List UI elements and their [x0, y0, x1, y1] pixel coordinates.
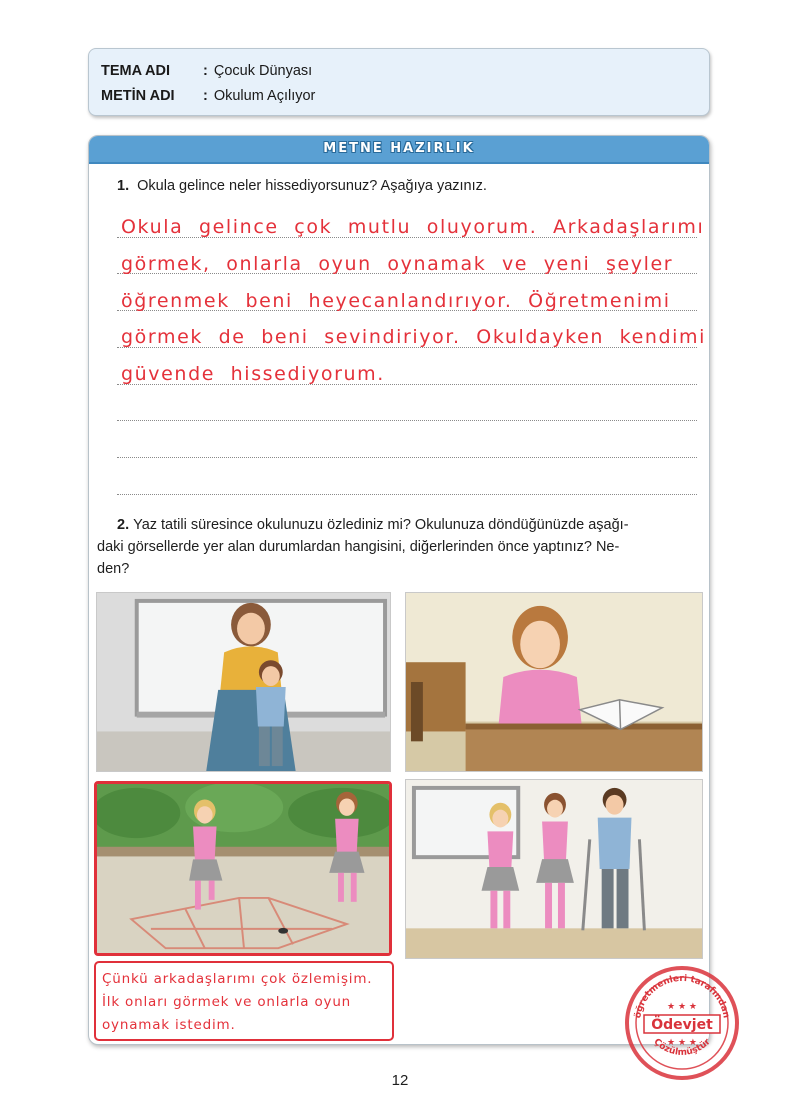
girl-reading-illustration [406, 593, 702, 771]
exercise-panel [88, 135, 710, 1045]
answer-2-line-2: İlk onları görmek ve onlarla oyun [102, 994, 352, 1010]
question-2 [117, 515, 707, 535]
question-1-text: Okula gelince neler hissediyorsunuz? Aşağıya yazınız. [137, 178, 487, 194]
answer-1-line-4: görmek de beni sevindiriyor. Okuldayken kendimi [121, 326, 707, 348]
stamp-bottom-text: Çözülmüştür [651, 1037, 713, 1058]
theme-label: TEMA ADI [101, 62, 171, 79]
question-1-number: 1. [117, 178, 130, 194]
teacher-hug-illustration [97, 593, 390, 771]
question-2-text-line-1: Yaz tatili süresince okulunuzu özlediniz mi? Okulunuza döndüğünüzde aşağı- [133, 517, 629, 533]
picture-friends-meeting[interactable] [405, 779, 703, 959]
answer-2-box[interactable] [94, 961, 394, 1041]
theme-value: Çocuk Dünyası [213, 62, 313, 79]
panel-header [89, 136, 709, 164]
text-label: METİN ADI [101, 87, 175, 104]
page-number: 12 [391, 1072, 409, 1089]
answer-1-line-5: güvende hissediyorum. [121, 363, 385, 385]
answer-2-line-3: oynamak istedim. [102, 1017, 236, 1033]
question-2-line-3: den? [97, 561, 130, 577]
panel-title: METNE HAZIRLIK [323, 141, 475, 156]
answer-1-line-3: öğrenmek beni heyecanlandırıyor. Öğretmenimi [121, 290, 671, 312]
theme-info-box [88, 48, 710, 116]
stamp-seal-icon [622, 963, 742, 1083]
text-separator: : [203, 87, 208, 104]
hopscotch-illustration [97, 784, 389, 953]
answer-1-line-2: görmek, onlarla oyun oynamak ve yeni şeyler [121, 253, 674, 275]
friends-meeting-illustration [406, 780, 702, 958]
odevjet-stamp [622, 963, 742, 1083]
question-1 [117, 176, 487, 196]
picture-girl-reading[interactable] [405, 592, 703, 772]
answer-2-line-1: Çünkü arkadaşlarımı çok özlemişim. [102, 971, 373, 987]
answer-line[interactable] [117, 417, 697, 421]
text-row [101, 83, 709, 108]
answer-line[interactable] [117, 454, 697, 458]
theme-row [101, 58, 709, 83]
answer-1-line-1: Okula gelince çok mutlu oluyorum. Arkadaşlarımı [121, 216, 705, 238]
picture-teacher-hug[interactable] [96, 592, 391, 772]
svg-text:★ ★ ★: ★ ★ ★ [667, 1002, 697, 1012]
stamp-brand: Ödevjet [651, 1017, 713, 1033]
svg-text:★ ★ ★: ★ ★ ★ [667, 1038, 697, 1048]
question-2-line-2: daki görsellerde yer alan durumlardan hangisini, diğerlerinden önce yaptınız? Ne- [97, 539, 620, 555]
question-2-number: 2. [117, 517, 130, 533]
theme-separator: : [203, 62, 208, 79]
text-value: Okulum Açılıyor [213, 87, 316, 104]
stamp-top-text: öğretmenleri tarafından [633, 973, 731, 1019]
picture-hopscotch[interactable] [94, 781, 392, 956]
answer-line[interactable] [117, 491, 697, 495]
